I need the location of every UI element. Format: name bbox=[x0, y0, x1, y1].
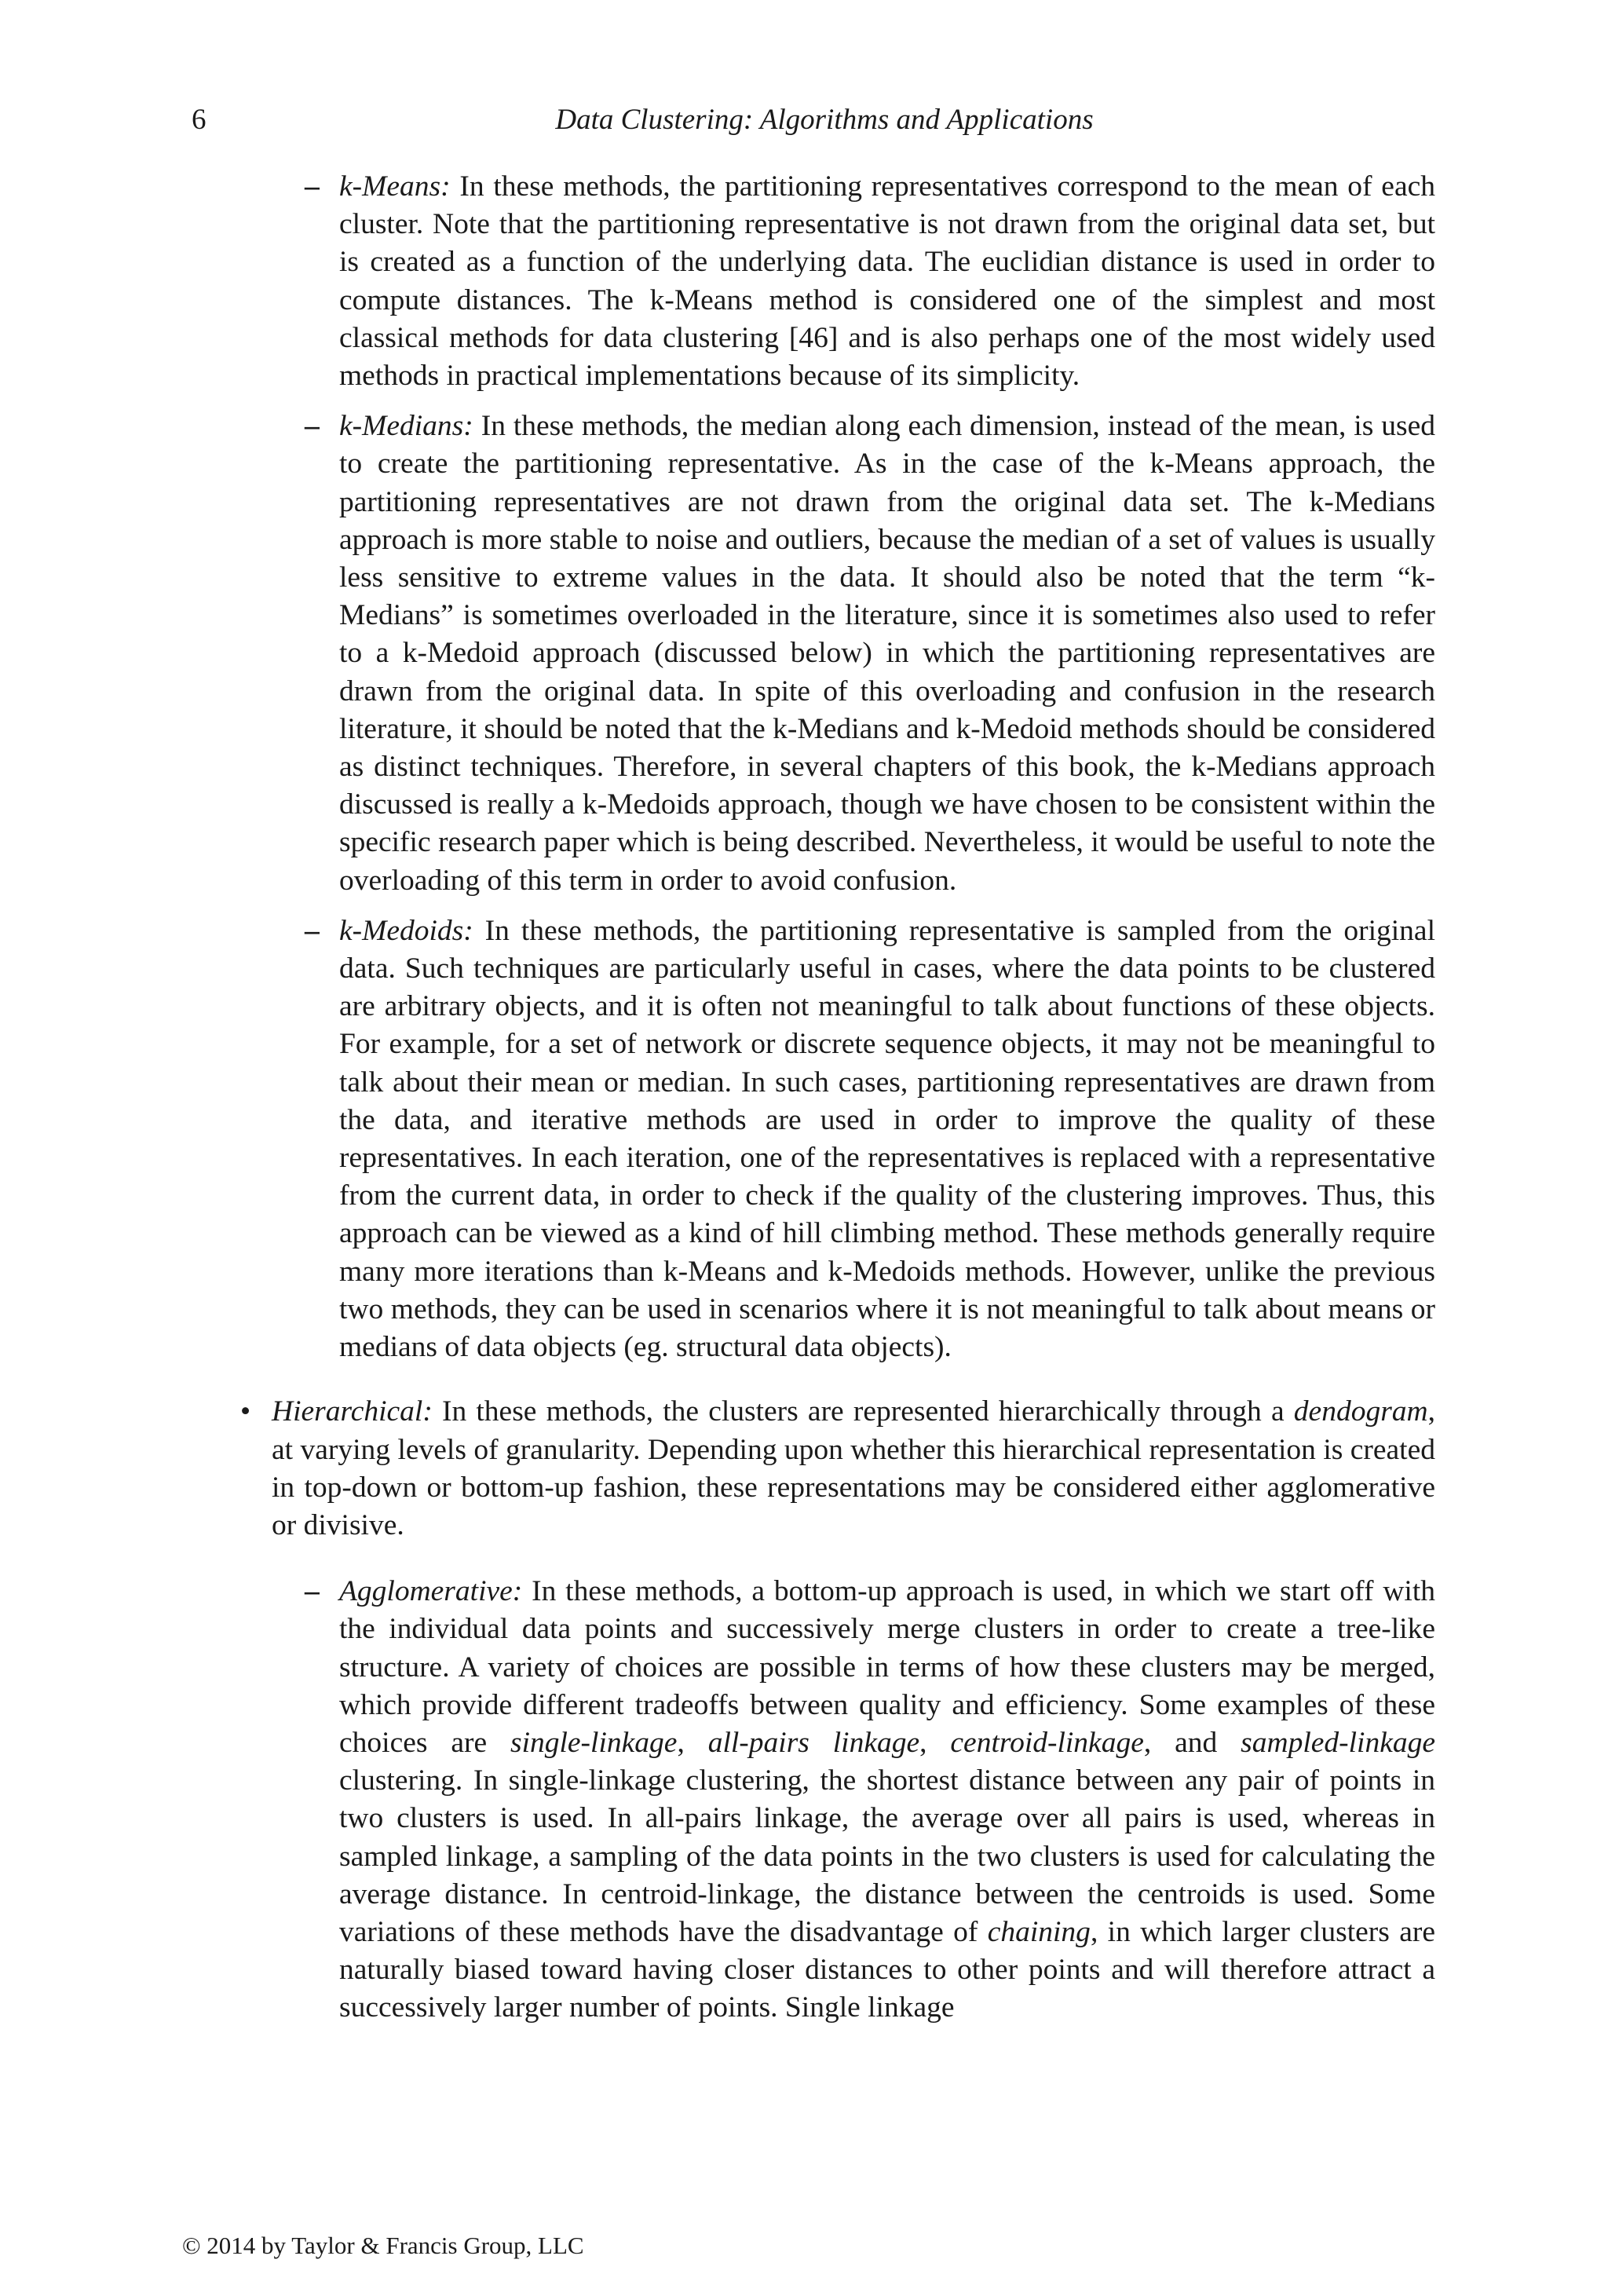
term-sampled-linkage: sampled-linkage bbox=[1241, 1726, 1435, 1759]
copyright-footer: © 2014 by Taylor & Francis Group, LLC bbox=[182, 2232, 584, 2259]
term-chaining: chaining bbox=[987, 1915, 1091, 1948]
separator-2: , bbox=[919, 1726, 951, 1759]
dash-marker: – bbox=[305, 914, 320, 947]
bullet-marker: • bbox=[240, 1395, 251, 1428]
hierarchical-text-a: In these methods, the clusters are represented hierarchically through a bbox=[432, 1395, 1294, 1428]
term-k-medians: k-Medians: bbox=[339, 410, 473, 443]
term-agglomerative: Agglomerative: bbox=[339, 1575, 523, 1608]
term-dendogram: dendogram bbox=[1293, 1395, 1428, 1428]
page-body bbox=[0, 168, 1608, 2027]
separator-1: , bbox=[677, 1726, 708, 1759]
list-item-k-medians bbox=[305, 408, 1435, 900]
list-item-k-means bbox=[305, 168, 1435, 395]
k-medoids-text: In these methods, the partitioning representative is sampled from the original data. Such techniques are particularly useful in cases, where the data points to be clustered are arbitrary objects, and it is often not meaningful to talk about functions of these objects. For example, for a set of network or discrete sequence objects, it may not be meaningful to talk about their mean or median. In such cases, partitioning representatives are drawn from the data, and iterative methods are used in order to improve the quality of these representatives. In each iteration, one of the representatives is replaced with a representative from the current data, in order to check if the quality of the clustering improves. Thus, this approach can be viewed as a kind of hill climbing method. These methods generally require many more iterations than k-Means and k-Medoids methods. However, unlike the previous two methods, they can be used in scenarios where it is not meaningful to talk about means or medians of data objects (eg. structural data objects). bbox=[339, 914, 1435, 1364]
dash-marker: – bbox=[305, 410, 320, 443]
agglomerative-text-c: , in which larger clusters are naturally biased toward having closer distances to other points and will therefore attract a successively larger number of points. Single linkage bbox=[339, 1915, 1435, 2024]
list-item-hierarchical bbox=[240, 1393, 1435, 1545]
hierarchical-text-b: , at varying levels of granularity. Depending upon whether this hierarchical representation is created in top-down or bottom-up fashion, these representations may be considered either agglomerative or divisive. bbox=[272, 1395, 1435, 1541]
k-means-text: In these methods, the partitioning representatives correspond to the mean of each cluster. Note that the partitioning representative is not drawn from the original data set, but is created as a function of the underlying data. The euclidian distance is used in order to compute distances. The k-Means method is considered one of the simplest and most classical methods for data clustering [46] and is also perhaps one of the most widely used methods in practical implementations because of its simplicity. bbox=[339, 170, 1435, 393]
dash-marker: – bbox=[305, 170, 320, 203]
list-item-agglomerative bbox=[305, 1573, 1435, 2027]
k-medians-text: In these methods, the median along each dimension, instead of the mean, is used to create the partitioning representative. As in the case of the k-Means approach, the partitioning representatives are not drawn from the original data set. The k-Medians approach is more stable to noise and outliers, because the median of a set of values is usually less sensitive to extreme values in the data. It should also be noted that the term “k-Medians” is sometimes overloaded in the literature, since it is sometimes also used to refer to a k-Medoid approach (discussed below) in which the partitioning representatives are drawn from the original data. In spite of this overloading and confusion in the research literature, it should be noted that the k-Medians and k-Medoid methods should be considered as distinct techniques. Therefore, in several chapters of this book, the k-Medians approach discussed is really a k-Medoids approach, though we have chosen to be consistent within the specific research paper which is being described. Nevertheless, it would be useful to note the overloading of this term in order to avoid confusion. bbox=[339, 410, 1435, 897]
agglomerative-text-b: clustering. In single-linkage clustering, the shortest distance between any pair of points in two clusters is used. In all-pairs linkage, the average over all pairs is used, whereas in sampled linkage, a sampling of the data points in the two clusters is used for calculating the average distance. In centroid-linkage, the distance between the centroids is used. Some variations of these methods have the disadvantage of bbox=[339, 1764, 1435, 1948]
dash-marker: – bbox=[305, 1575, 320, 1608]
term-centroid-linkage: centroid-linkage bbox=[950, 1726, 1144, 1759]
term-k-means: k-Means: bbox=[339, 170, 451, 203]
running-header-title: Data Clustering: Algorithms and Applications bbox=[555, 104, 1094, 136]
term-all-pairs-linkage: all-pairs linkage bbox=[707, 1726, 920, 1759]
term-single-linkage: single-linkage bbox=[510, 1726, 678, 1759]
term-hierarchical: Hierarchical: bbox=[272, 1395, 433, 1428]
list-item-k-medoids bbox=[305, 912, 1435, 1366]
term-k-medoids: k-Medoids: bbox=[339, 914, 473, 947]
page-number: 6 bbox=[192, 104, 206, 136]
agglomerative-text-a: In these methods, a bottom-up approach is used, in which we start off with the individual data points and successively merge clusters in order to create a tree-like structure. A variety of choices are possible in terms of how these clusters may be merged, which provide different tradeoffs between quality and efficiency. Some examples of these choices are bbox=[339, 1575, 1435, 1759]
separator-3: , and bbox=[1143, 1726, 1241, 1759]
